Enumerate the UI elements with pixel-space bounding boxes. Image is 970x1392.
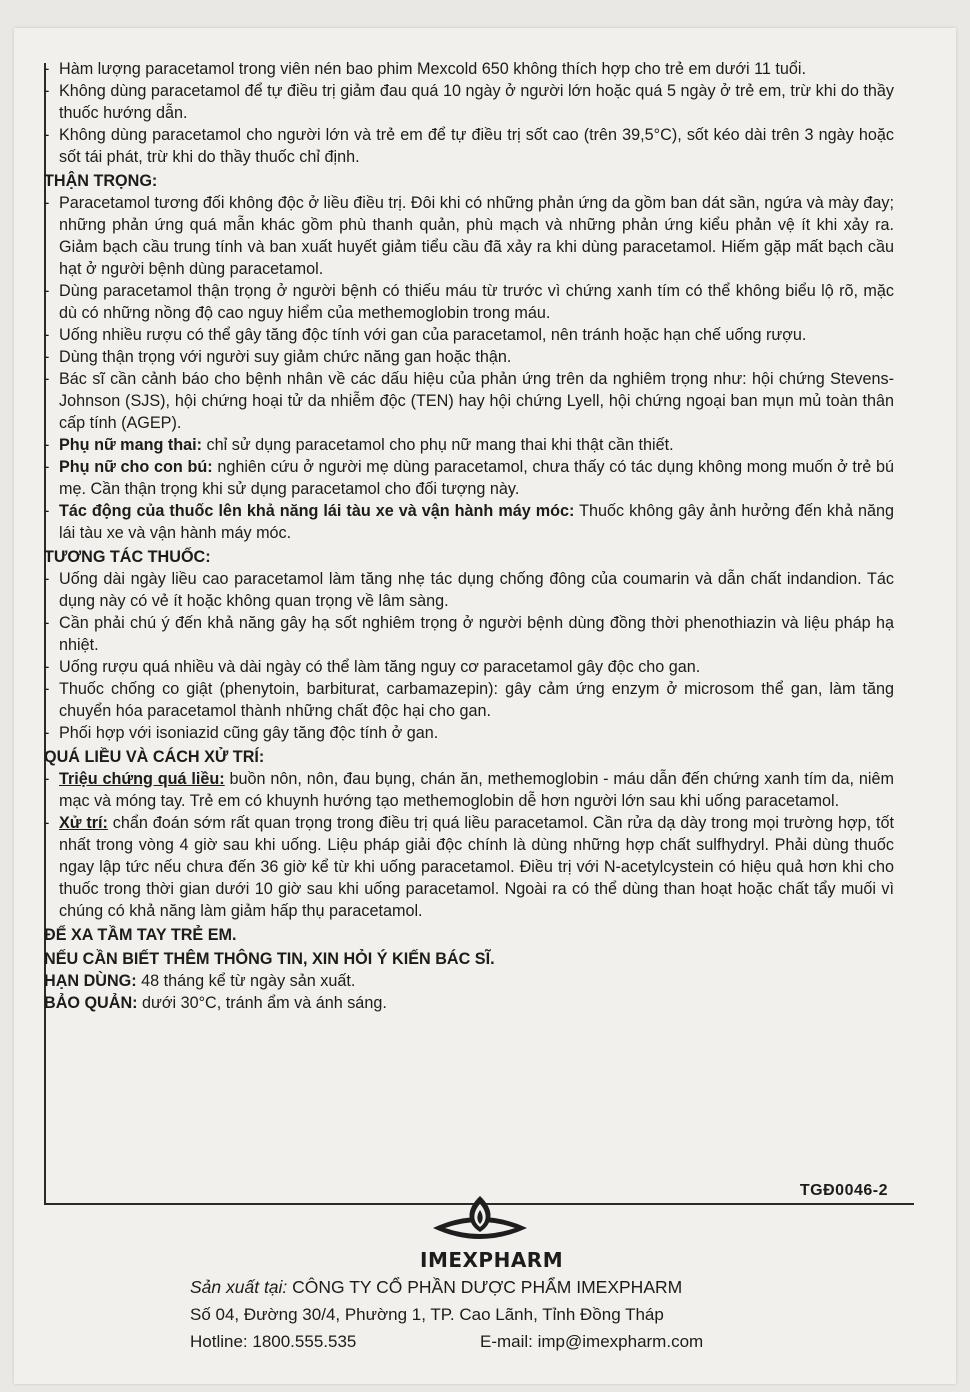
imexpharm-logo <box>420 1192 564 1272</box>
storage <box>44 992 894 1014</box>
email: E-mail: imp@imexpharm.com <box>480 1332 704 1351</box>
treatment-item <box>44 812 894 922</box>
pregnant-item <box>44 434 894 456</box>
shelf-life-label: HẠN DÙNG: <box>44 972 137 990</box>
driving-label: Tác động của thuốc lên khả năng lái tàu xe và vận hành máy móc: <box>59 502 575 520</box>
hotline: Hotline: 1800.555.535 <box>190 1332 357 1351</box>
pregnant-text: chỉ sử dụng paracetamol cho phụ nữ mang thai khi thật cần thiết. <box>202 436 674 454</box>
list-item: - Dùng thận trọng với người suy giảm chức năng gan hoặc thận. <box>44 346 894 368</box>
treatment-label: Xử trí: <box>59 814 108 832</box>
list-item: - Uống rượu quá nhiều và dài ngày có thể làm tăng nguy cơ paracetamol gây độc cho gan. <box>44 656 894 678</box>
treatment-text: chẩn đoán sớm rất quan trọng trong điều trị quá liều paracetamol. Cần rửa dạ dày trong mọi trường hợp, tốt nhất trong vòng 4 giờ sau khi uống. Liệu pháp giải độc chính là dùng những hợp chất sulfhydryl. Phải dùng thuốc ngay lập tức nếu chưa đến 36 giờ kể từ khi uống paracetamol. Điều trị với N-acetylcystein có hiệu quả hơn khi cho thuốc trong thời gian dưới 10 giờ sau khi uống paracetamol. Ngoài ra có thể dùng than hoạt hoặc chất tẩy muối vì chúng có khả năng làm giảm hấp thụ paracetamol. <box>59 814 894 920</box>
breastfeeding-text: nghiên cứu ở người mẹ dùng paracetamol, chưa thấy có tác dụng không mong muốn ở trẻ bú mẹ. Cần thận trọng khi sử dụng paracetamol cho đối tượng này. <box>59 458 894 498</box>
logo-text: IMEXPHARM <box>420 1248 564 1272</box>
list-item: - Uống dài ngày liều cao paracetamol làm tăng nhẹ tác dụng chống đông của coumarin và dẫn chất indandion. Tác dụng này có vẻ ít hoặc không quan trọng về lâm sàng. <box>44 568 894 612</box>
pregnant-label: Phụ nữ mang thai: <box>59 436 203 454</box>
overdose-heading: QUÁ LIỀU VÀ CÁCH XỬ TRÍ: <box>44 748 265 766</box>
storage-label: BẢO QUẢN: <box>44 994 138 1012</box>
list-item: - Dùng paracetamol thận trọng ở người bệnh có thiếu máu từ trước vì chứng xanh tím có thể không biểu lộ rõ, mặc dù có những nồng độ cao nguy hiểm của methemoglobin trong máu. <box>44 280 894 324</box>
manufacturer-name: CÔNG TY CỔ PHẦN DƯỢC PHẨM IMEXPHARM <box>287 1277 683 1297</box>
driving-text: Thuốc không gây ảnh hưởng đến khả năng lái tàu xe và vận hành máy móc. <box>59 502 894 542</box>
manufacturer-line <box>190 1277 790 1298</box>
symptoms-text: buồn nôn, nôn, đau bụng, chán ăn, methemoglobin - máu dẫn đến chứng xanh tím da, niêm mạc và móng tay. Trẻ em có khuynh hướng tạo methemoglobin dễ hơn người lớn sau khi uống paracetamol. <box>59 770 894 810</box>
list-item: - Thuốc chống co giật (phenytoin, barbiturat, carbamazepin): gây cảm ứng enzym ở microsom thể gan, làm tăng chuyển hóa paracetamol thành những chất độc hại cho gan. <box>44 678 894 722</box>
list-item: - Không dùng paracetamol cho người lớn và trẻ em để tự điều trị sốt cao (trên 39,5°C), sốt kéo dài trên 3 ngày hoặc sốt tái phát, trừ khi do thầy thuốc chỉ định. <box>44 124 894 168</box>
breastfeeding-label: Phụ nữ cho con bú: <box>59 458 213 476</box>
list-item: - Không dùng paracetamol để tự điều trị giảm đau quá 10 ngày ở người lớn hoặc quá 5 ngày ở trẻ em, trừ khi do thầy thuốc hướng dẫn. <box>44 80 894 124</box>
list-item: - Phối hợp với isoniazid cũng gây tăng độc tính ở gan. <box>44 722 894 744</box>
warning-ask-doctor: NẾU CẦN BIẾT THÊM THÔNG TIN, XIN HỎI Ý KIẾN BÁC SĨ. <box>44 950 495 968</box>
list-item: - Paracetamol tương đối không độc ở liều điều trị. Đôi khi có những phản ứng da gồm ban dát sần, ngứa và mày đay; những phản ứng quá mẫn khác gồm phù thanh quản, phù mạch và những phản ứng kiểu phản vệ ít khi xảy ra. Giảm bạch cầu trung tính và ban xuất huyết giảm tiểu cầu đã xảy ra khi dùng paracetamol. Hiếm gặp mất bạch cầu hạt ở người bệnh dùng paracetamol. <box>44 192 894 280</box>
interactions-heading: TƯƠNG TÁC THUỐC: <box>44 548 211 566</box>
symptoms-item <box>44 768 894 812</box>
contact-line <box>190 1332 790 1352</box>
storage-value: dưới 30°C, tránh ẩm và ánh sáng. <box>137 994 387 1012</box>
list-item: - Uống nhiều rượu có thể gây tăng độc tính với gan của paracetamol, nên tránh hoặc hạn chế uống rượu. <box>44 324 894 346</box>
breastfeeding-item <box>44 456 894 500</box>
warning-children: ĐỂ XA TẦM TAY TRẺ EM. <box>44 926 237 944</box>
shelf-life-value: 48 tháng kể từ ngày sản xuất. <box>136 972 356 990</box>
shelf-life <box>44 970 894 992</box>
list-item: - Cần phải chú ý đến khả năng gây hạ sốt nghiêm trọng ở người bệnh dùng đồng thời phenothiazin và liệu pháp hạ nhiệt. <box>44 612 894 656</box>
imexpharm-emblem-icon <box>425 1192 535 1244</box>
list-item: - Hàm lượng paracetamol trong viên nén bao phim Mexcold 650 không thích hợp cho trẻ em dưới 11 tuổi. <box>44 58 894 80</box>
symptoms-label: Triệu chứng quá liều: <box>59 770 225 788</box>
manufacturer-address: Số 04, Đường 30/4, Phường 1, TP. Cao Lãnh, Tỉnh Đồng Tháp <box>190 1305 664 1324</box>
manufacturer-label: Sản xuất tại: <box>190 1277 288 1297</box>
list-item: - Bác sĩ cần cảnh báo cho bệnh nhân về các dấu hiệu của phản ứng trên da nghiêm trọng như: hội chứng Stevens-Johnson (SJS), hội chứng hoại tử da nhiễm độc (TEN) hay hội chứng Lyell, hội chứng ngoại ban mụn mủ toàn thân cấp tính (AGEP). <box>44 368 894 434</box>
driving-item <box>44 500 894 544</box>
leaflet-content <box>44 58 894 1014</box>
document-code: TGĐ0046-2 <box>799 1182 888 1199</box>
caution-heading: THẬN TRỌNG: <box>44 172 158 190</box>
